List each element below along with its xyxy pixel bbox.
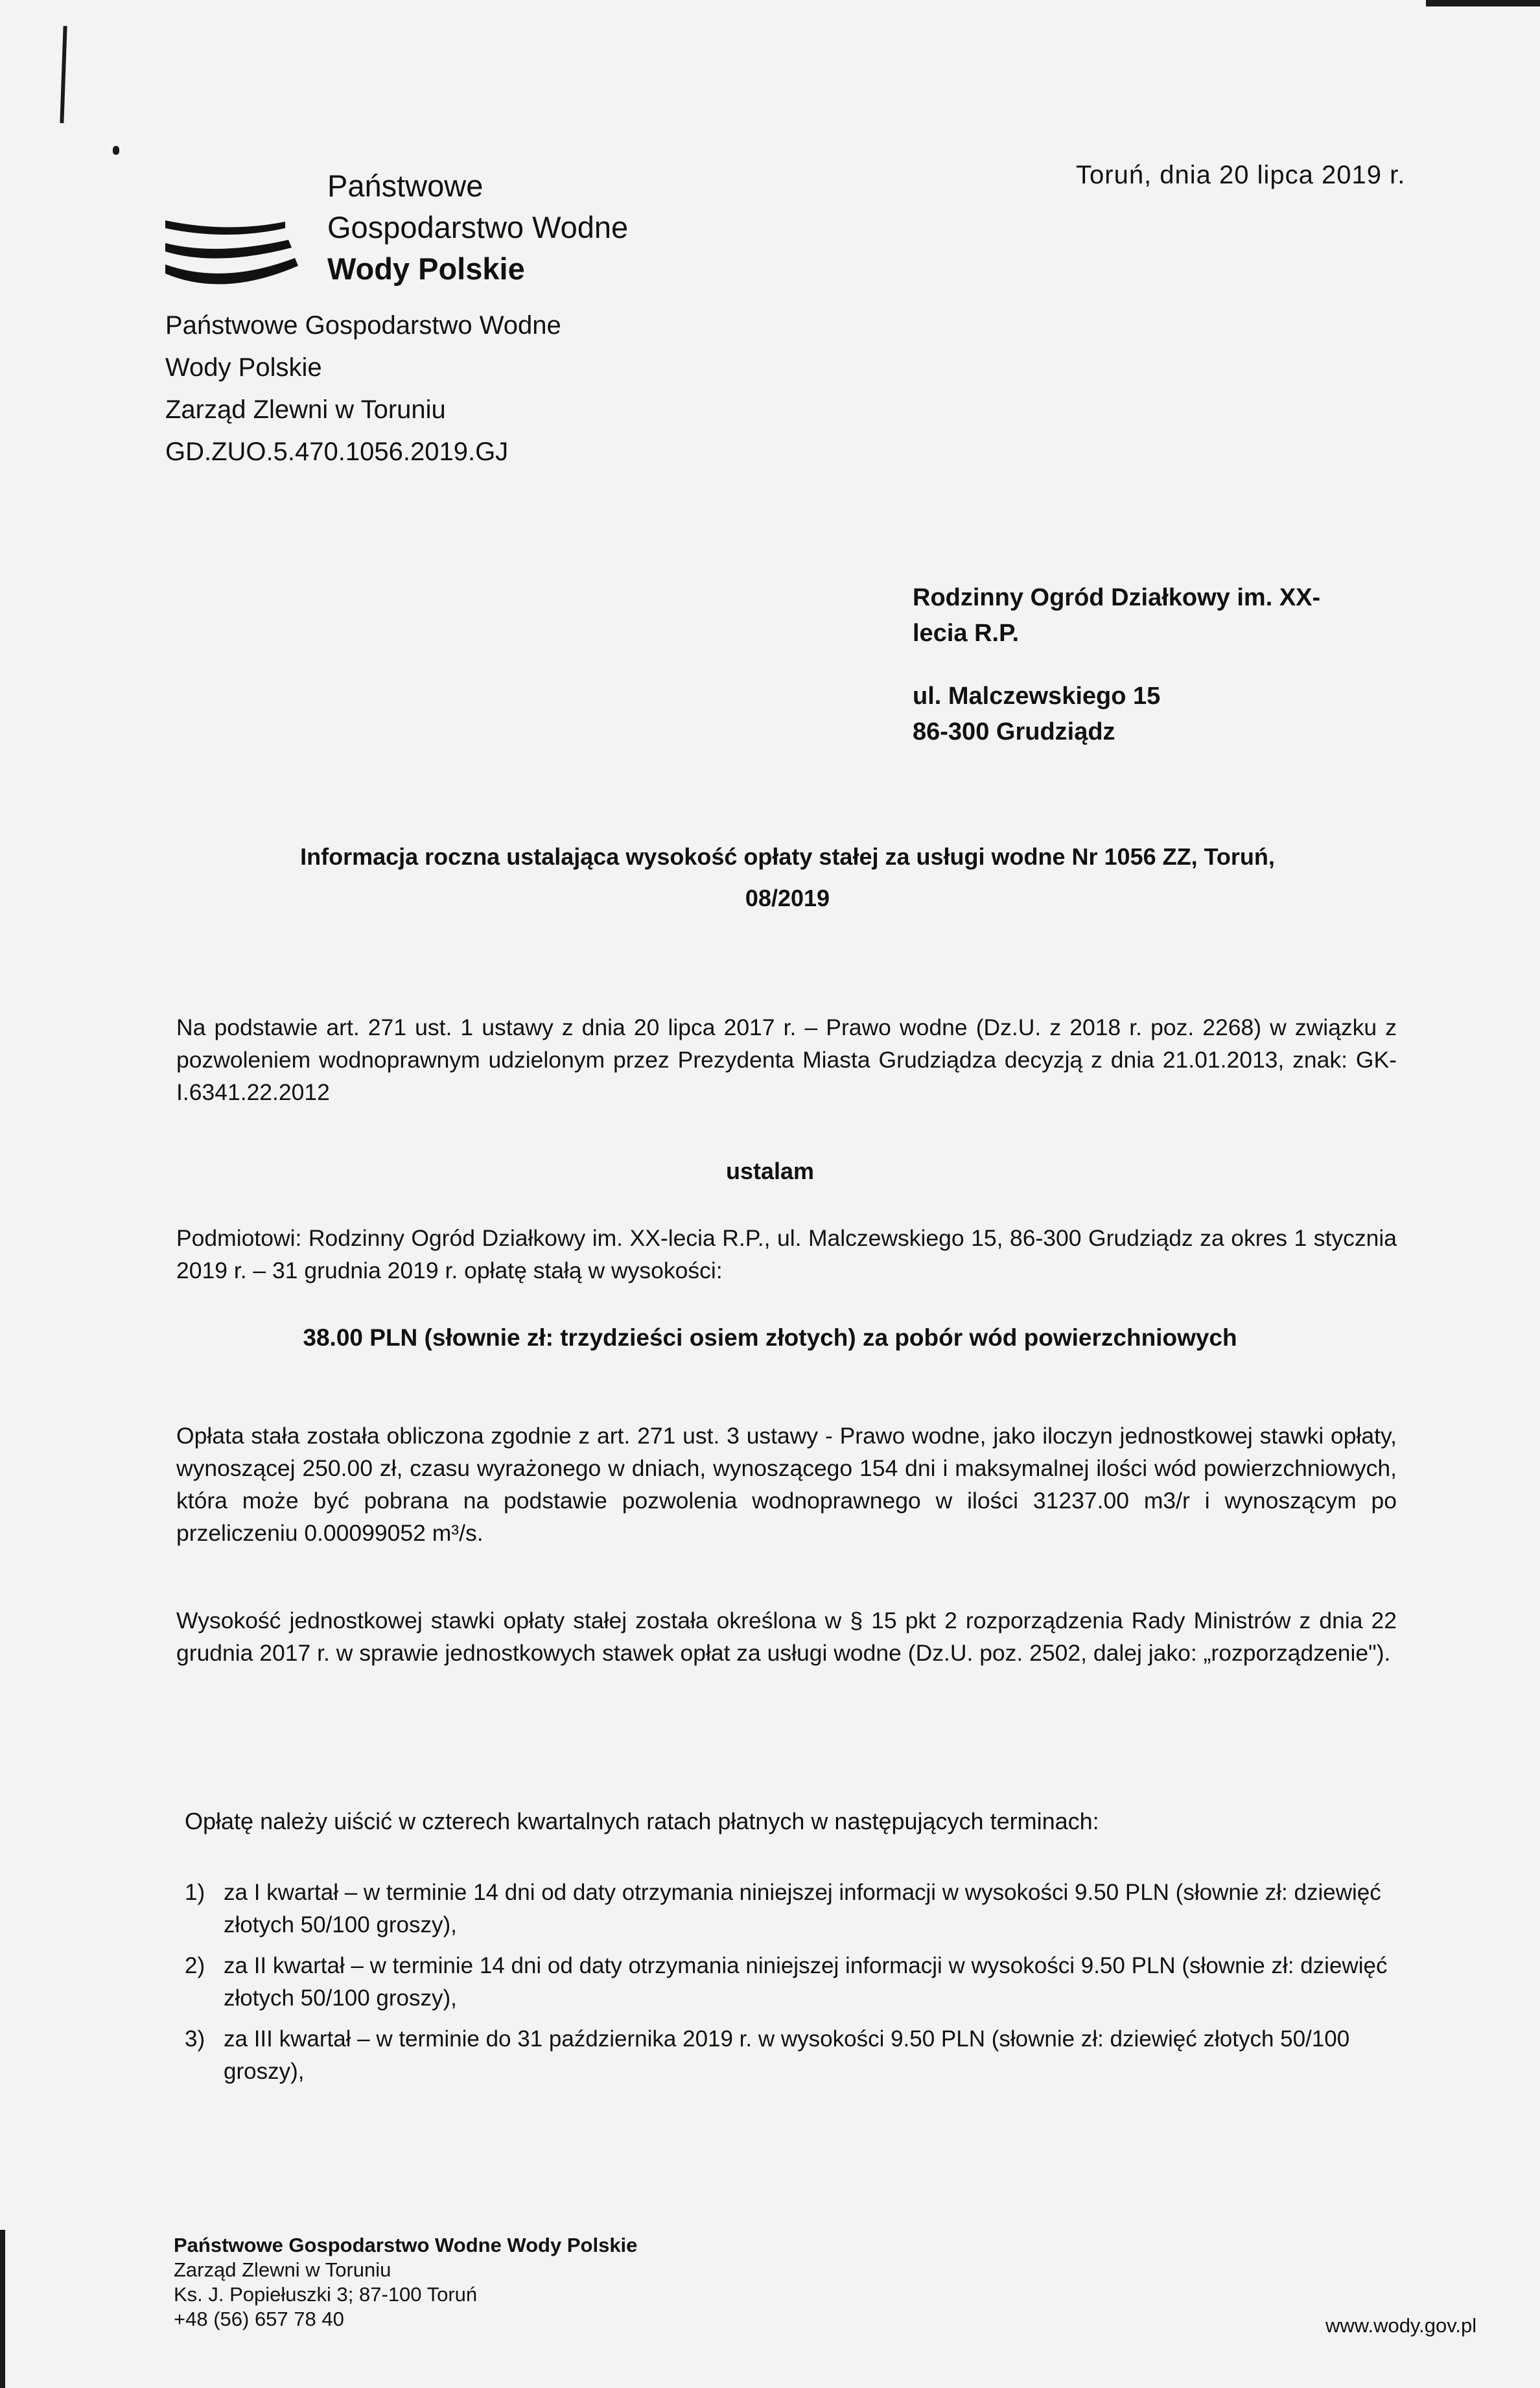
list-item-number: 3) <box>185 2026 205 2052</box>
calculation-paragraph: Opłata stała została obliczona zgodnie z art. 271 ust. 3 ustawy - Prawo wodne, jako iloczyn jednostkowej stawki opłaty, wynoszącej 250.00 zł, czasu wyrażonego w dniach, wynoszącego 154 dni i maksymalnej ilości wód powierzchniowych, która może być pobrana na podstawie pozwolenia wodnoprawnego w ilości 31237.00 m3/r i wynoszącym po przeliczeniu 0.00099052 m³/s. <box>176 1423 1397 1546</box>
letter-date: Toruń, dnia 20 lipca 2019 r. <box>1076 161 1406 189</box>
footer-org: Państwowe Gospodarstwo Wodne Wody Polskie <box>174 2234 638 2256</box>
case-reference: GD.ZUO.5.470.1056.2019.GJ <box>165 438 509 466</box>
list-item-number: 1) <box>185 1880 205 1905</box>
list-item-text: za III kwartał – w terminie do 31 października 2019 r. w wysokości 9.50 PLN (słownie zł: dziewięć złotych 50/100 groszy), <box>224 2026 1350 2084</box>
logo-wordmark <box>327 165 628 290</box>
installments-intro: Opłatę należy uiścić w czterech kwartalnych ratach płatnych w następujących terminach: <box>185 1808 1099 1834</box>
logo-line-2: Gospodarstwo Wodne <box>327 210 629 244</box>
recipient-city: 86-300 Grudziądz <box>913 718 1115 745</box>
wody-polskie-logo <box>165 207 301 292</box>
sender-line-1: Państwowe Gospodarstwo Wodne <box>165 311 561 340</box>
sender-line-3: Zarząd Zlewni w Toruniu <box>165 395 446 424</box>
footer-unit: Zarząd Zlewni w Toruniu <box>174 2258 391 2281</box>
legal-basis-paragraph: Na podstawie art. 271 ust. 1 ustawy z dnia 20 lipca 2017 r. – Prawo wodne (Dz.U. z 2018 r. poz. 2268) w związku z pozwoleniem wodnoprawnym udzielonym przez Prezydenta Miasta Grudziądza decyzją z dnia 21.01.2013, znak: GK-I.6341.22.2012 <box>176 1014 1397 1105</box>
scan-edge-mark <box>60 26 67 123</box>
logo-line-1: Państwowe <box>327 169 484 203</box>
recipient-spacer <box>913 651 1320 679</box>
recipient-line-2: lecia R.P. <box>913 620 1020 647</box>
scan-dot <box>113 146 119 155</box>
subject-entity-paragraph: Podmiotowi: Rodzinny Ogród Działkowy im. XX-lecia R.P., ul. Malczewskiego 15, 86-300 Grudziądz za okres 1 stycznia 2019 r. – 31 grudnia 2019 r. opłatę stałą w wysokości: <box>176 1225 1397 1283</box>
footer-address <box>174 2233 637 2332</box>
sender-line-2: Wody Polskie <box>165 353 322 382</box>
list-item-text: za II kwartał – w terminie 14 dni od daty otrzymania niniejszej informacji w wysokości 9.50 PLN (słownie zł: dziewięć złotych 50/100 groszy), <box>224 1953 1388 2011</box>
recipient-address <box>913 580 1320 750</box>
recipient-street: ul. Malczewskiego 15 <box>913 683 1161 710</box>
recipient-line-1: Rodzinny Ogród Działkowy im. XX- <box>913 584 1321 611</box>
footer-phone: +48 (56) 657 78 40 <box>174 2308 344 2330</box>
scan-edge-mark <box>0 2230 5 2388</box>
list-item <box>185 2023 1397 2088</box>
decision-heading: ustalam <box>725 1158 815 1184</box>
list-item-number: 2) <box>185 1953 205 1978</box>
list-item <box>185 1877 1397 1941</box>
rate-basis-paragraph: Wysokość jednostkowej stawki opłaty stałej została określona w § 15 pkt 2 rozporządzenia Rady Ministrów z dnia 22 grudnia 2017 r. w sprawie jednostkowych stawek opłat za usługi wodne (Dz.U. poz. 2502, dalej jako: „rozporządzenie"). <box>176 1608 1397 1666</box>
installments-list <box>185 1877 1397 2096</box>
sender-block <box>165 305 561 473</box>
scan-edge-mark <box>1426 0 1540 6</box>
footer-street: Ks. J. Popiełuszki 3; 87-100 Toruń <box>174 2283 478 2306</box>
subject-line-1: Informacja roczna ustalająca wysokość opłaty stałej za usługi wodne Nr 1056 ZZ, Toruń, <box>300 843 1275 870</box>
list-item <box>185 1950 1397 2015</box>
fee-amount: 38.00 PLN (słownie zł: trzydzieści osiem złotych) za pobór wód powierzchniowych <box>303 1324 1237 1351</box>
logo-line-3: Wody Polskie <box>327 252 525 286</box>
footer-website-link[interactable]: www.wody.gov.pl <box>1325 2314 1477 2337</box>
document-subject <box>194 836 1381 919</box>
subject-line-2: 08/2019 <box>745 885 830 911</box>
list-item-text: za I kwartał – w terminie 14 dni od daty otrzymania niniejszej informacji w wysokości 9.50 PLN (słownie zł: dziewięć złotych 50/100 groszy), <box>224 1880 1381 1937</box>
